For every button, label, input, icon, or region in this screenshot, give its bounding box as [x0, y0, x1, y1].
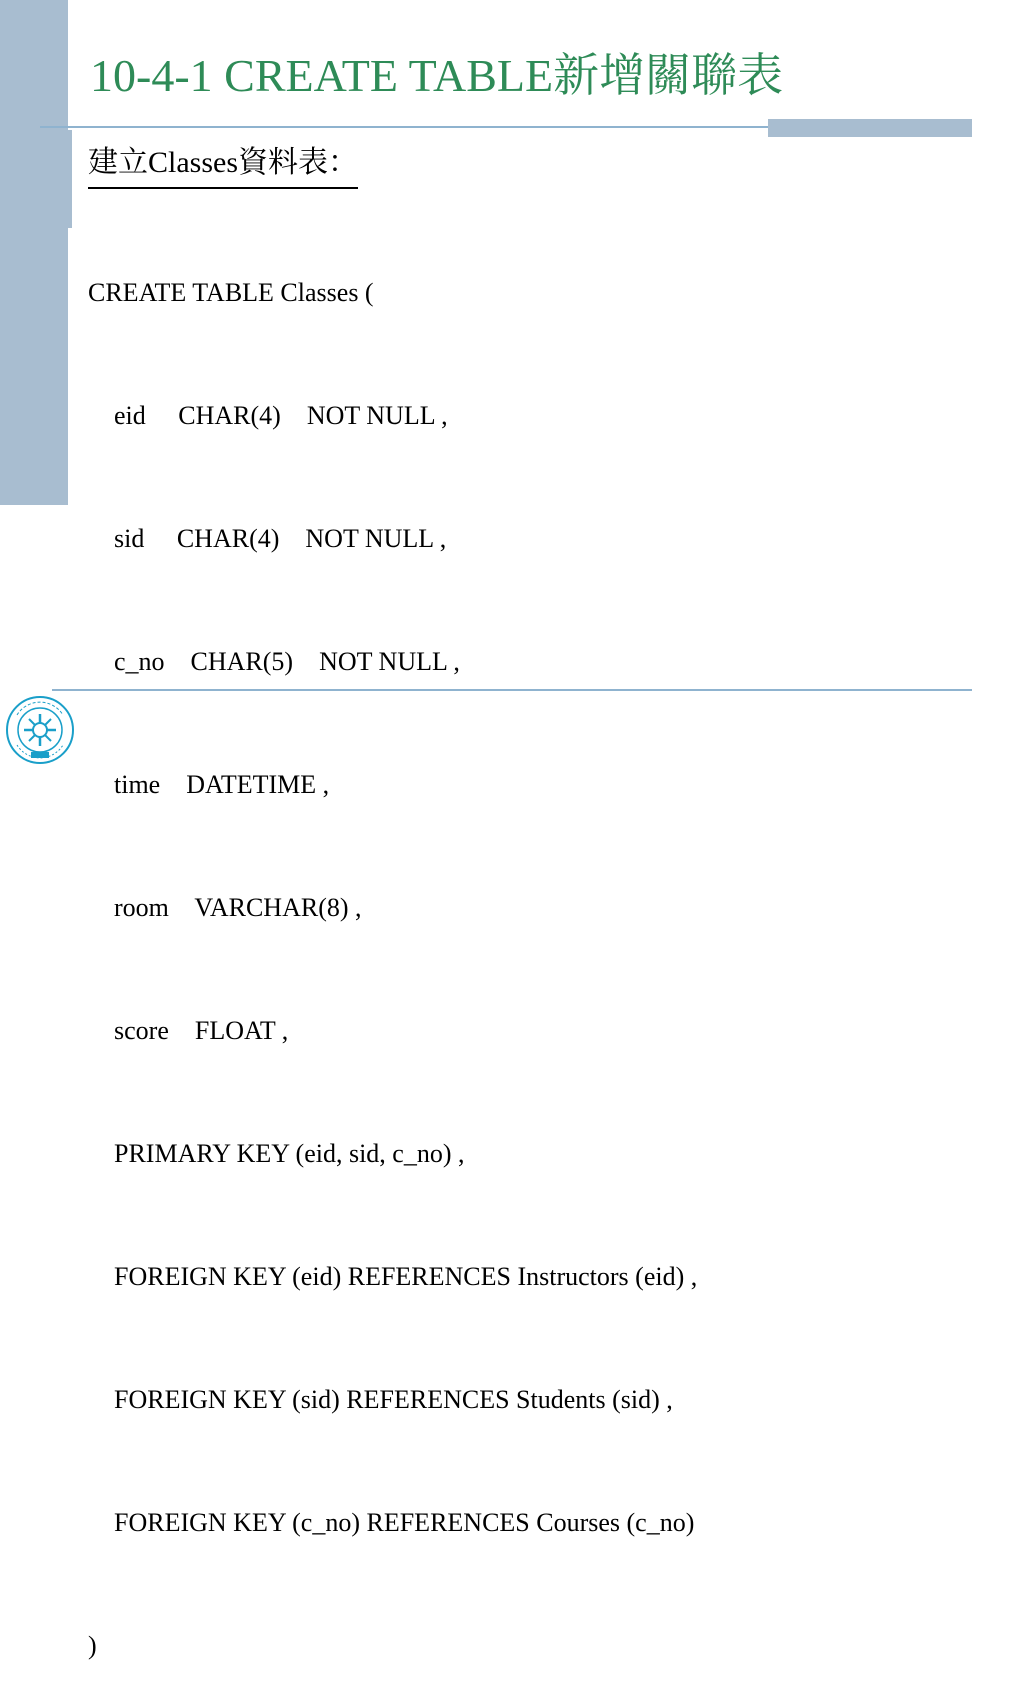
- code-line: time DATETIME ,: [114, 770, 330, 799]
- left-accent-bar: [0, 0, 68, 505]
- code-line: c_no CHAR(5) NOT NULL ,: [114, 647, 460, 676]
- code-line: PRIMARY KEY (eid, sid, c_no) ,: [114, 1139, 465, 1168]
- code-line: score FLOAT ,: [114, 1016, 289, 1045]
- left-accent-bar-thin: [68, 130, 72, 228]
- title-accent-block: [768, 119, 972, 137]
- slide-title: 10-4-1 CREATE TABLE新增關聯表: [90, 50, 784, 101]
- code-line: FOREIGN KEY (eid) REFERENCES Instructors (eid) ,: [114, 1262, 698, 1291]
- code-line-close: ): [88, 1631, 97, 1660]
- code-line: room VARCHAR(8) ,: [114, 893, 362, 922]
- sql-code-block: [88, 190, 697, 1707]
- university-seal-icon: [5, 695, 75, 765]
- code-line: eid CHAR(4) NOT NULL ,: [114, 401, 448, 430]
- code-line: FOREIGN KEY (sid) REFERENCES Students (sid) ,: [114, 1385, 673, 1414]
- footer-divider: [52, 689, 972, 691]
- code-line-open: CREATE TABLE Classes (: [88, 278, 374, 307]
- slide-subtitle: 建立Classes資料表：: [88, 141, 358, 189]
- code-line: sid CHAR(4) NOT NULL ,: [114, 524, 447, 553]
- code-line: FOREIGN KEY (c_no) REFERENCES Courses (c_no): [114, 1508, 695, 1537]
